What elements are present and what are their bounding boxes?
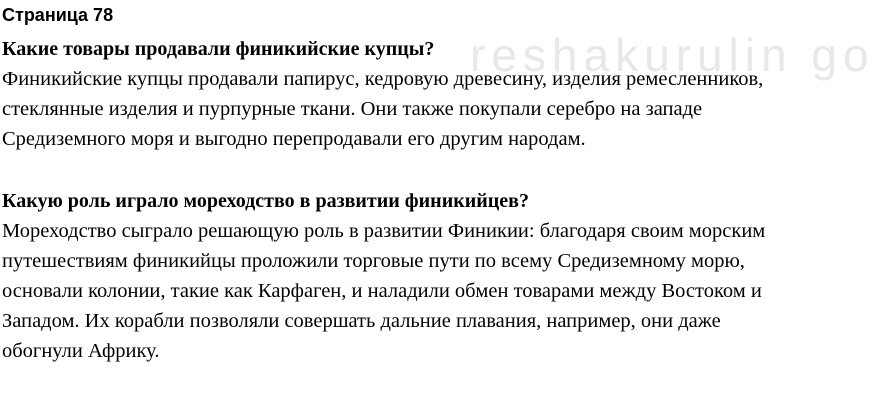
watermark: reshakurulin go [470, 29, 875, 81]
answer-text: Финикийские купцы продавали папирус, кедровую древесину, изделия ремесленников, стеклянные изделия и пурпурные ткани. Они также покупали серебро на западе Средиземного моря и выгодно перепродавали его другим народам. [2, 68, 764, 150]
qa-item-goods [2, 34, 798, 154]
question-heading: Какие товары продавали финикийские купцы? [2, 38, 435, 60]
question-heading: Какую роль играло мореходство в развитии финикийцев? [2, 190, 529, 212]
qa-content [2, 34, 798, 366]
page-number-heading: Страница 78 [2, 5, 114, 25]
qa-item-navigation [2, 186, 798, 366]
answer-text: Мореходство сыграло решающую роль в развитии Финикии: благодаря своим морским путешествиям финикийцы проложили торговые пути по всему Средиземному морю, основали колонии, такие как Карфаген, и наладили обмен товарами между Востоком и Западом. Их корабли позволяли совершать дальние плавания, например, они даже обогнули Африку. [2, 220, 766, 362]
